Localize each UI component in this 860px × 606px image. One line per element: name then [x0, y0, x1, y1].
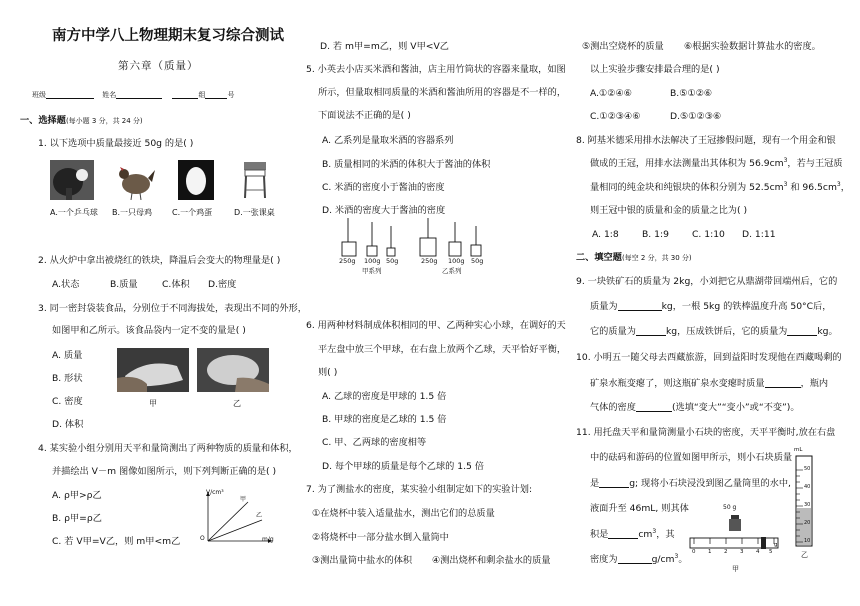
q4-option-a: A. ρ甲>ρ乙 — [52, 490, 102, 501]
q2-option-d: D.密度 — [208, 279, 237, 290]
name-label: 姓名 — [102, 91, 117, 99]
q6-option-c: C. 甲、乙两球的密度相等 — [322, 437, 427, 448]
q8-line1: 8. 阿基米德采用排水法解决了王冠掺假问题，现有一个用金和银 — [576, 135, 836, 146]
cup-b-100: 100g — [448, 257, 465, 265]
scale-3: 3 — [740, 549, 744, 555]
q10-line1: 10. 小明五一随父母去西藏旅游，回到益阳时发现他在西藏喝剩的 — [576, 352, 842, 363]
q5-option-b: B. 质量相同的米酒的体积大于酱油的体积 — [322, 159, 491, 170]
cup-b-50: 50g — [471, 257, 484, 265]
middle-column — [290, 0, 570, 606]
q7-option-c: C.①②③④⑥ — [590, 111, 641, 122]
graph-origin: O — [200, 535, 205, 542]
q6-stem-line3: 则( ) — [318, 367, 338, 378]
graph-series-a: 甲 — [240, 496, 247, 503]
q7-option-b: B.⑤①②⑥ — [670, 88, 713, 99]
q7-step-1: ①在烧杯中装入适量盐水，测出它们的总质量 — [312, 508, 495, 519]
section1-heading: 一、选择题(每小题 3 分，共 24 分) — [20, 115, 143, 126]
left-column — [0, 0, 307, 606]
q9-line2: 质量为 kg，一根 5kg 的铁棒温度升高 50°C后， — [590, 301, 832, 312]
q5-option-a: A. 乙系列是量取米酒的容器系列 — [322, 135, 454, 146]
q1-option-a: A.一个乒乓球 — [50, 208, 98, 217]
q6-stem-line1: 6. 用两种材料制成体积相同的甲、乙两种实心小球，在调好的天 — [306, 320, 566, 331]
scale-2: 2 — [724, 549, 728, 555]
cup-a-50: 50g — [386, 257, 399, 265]
page-title: 南方中学八上物理期末复习综合测试 — [52, 27, 284, 44]
cup-a-250: 250g — [339, 257, 356, 265]
q6-option-d: D. 每个甲球的质量是每个乙球的 1.5 倍 — [322, 461, 484, 472]
right-column — [570, 0, 860, 606]
q11-blank-3[interactable] — [618, 553, 652, 564]
q3-stem-line2: 如图甲和乙所示。该食品袋内一定不变的量是( ) — [52, 325, 246, 336]
q11-line3: 是 g; 现将小石块浸没到图乙量筒里的水中, — [590, 478, 791, 489]
q7-step-4: ④测出烧杯和剩余盐水的质量 — [432, 555, 551, 566]
q3-caption-a: 甲 — [149, 399, 157, 408]
graph-x-label: m/g — [262, 536, 274, 543]
q9-line3: 它的质量为 kg，压成铁饼后，它的质量为 kg。 — [590, 326, 838, 337]
weight-label: 50 g — [723, 504, 737, 511]
cyl-10: 10 — [804, 538, 811, 544]
q11-line1: 11. 用托盘天平和量筒测量小石块的密度，天平平衡时,放在右盘 — [576, 427, 836, 438]
cyl-unit: mL — [794, 447, 803, 453]
q5-stem-line2: 所示，但量取相同质量的米酒和酱油所用的容器是不一样的， — [318, 87, 567, 98]
q8-option-b: B. 1:9 — [642, 229, 669, 240]
q7-ask: 以上实验步骤安排最合理的是( ) — [590, 64, 720, 75]
chapter-subtitle: 第六章（质量） — [118, 60, 199, 72]
q1-stem: 1. 以下选项中质量最接近 50g 的是( ) — [38, 138, 194, 149]
q8-line4: 则王冠中银的质量和金的质量之比为( ) — [590, 205, 748, 216]
q11-line5: 积是 $cm^3$，其 — [590, 528, 675, 540]
graph-series-b: 乙 — [256, 512, 263, 519]
q8-option-d: D. 1:11 — [742, 229, 776, 240]
weight-icon — [727, 514, 743, 532]
q2-option-a: A.状态 — [52, 279, 80, 290]
q2-stem: 2. 从火炉中拿出被烧红的铁块，降温后会变大的物理量是( ) — [38, 255, 281, 266]
scale-1: 1 — [708, 549, 712, 555]
q7-option-d: D.⑤①②③⑥ — [670, 111, 722, 122]
food-bag-image-b — [197, 348, 269, 392]
q8-line3: 量相同的纯金块和纯银块的体积分别为 $52.5cm^3$ 和 $96.5cm^3$， — [590, 181, 850, 193]
q3-option-a: A. 质量 — [52, 350, 83, 361]
q2-option-b: B.质量 — [110, 279, 138, 290]
q3-caption-b: 乙 — [233, 399, 241, 408]
q11-line6: 密度为 $g/cm^3$。 — [590, 553, 688, 565]
q4-option-d: D. 若 m甲=m乙，则 V甲<V乙 — [320, 41, 449, 52]
egg-image — [178, 160, 214, 200]
scale-4: 4 — [756, 549, 760, 555]
desk-image — [240, 158, 270, 200]
q10-blank-2[interactable] — [636, 401, 672, 412]
series-b-caption: 乙系列 — [442, 267, 462, 275]
number-label: 号 — [227, 91, 235, 99]
q5-option-c: C. 米酒的密度小于酱油的密度 — [322, 182, 445, 193]
q9-blank-1[interactable] — [618, 300, 662, 311]
cup-a-100: 100g — [364, 257, 381, 265]
q5-option-d: D. 米酒的密度大于酱油的密度 — [322, 205, 446, 216]
hen-image — [112, 160, 156, 200]
q7-step-3: ③测出量筒中盐水的体积 — [312, 555, 413, 566]
q1-option-b: B.一只母鸡 — [112, 208, 153, 217]
group-label: 组 — [198, 91, 206, 99]
fig-yi-caption: 乙 — [801, 551, 808, 559]
q4-option-b: B. ρ甲=ρ乙 — [52, 513, 102, 524]
q3-option-b: B. 形状 — [52, 373, 83, 384]
food-bag-image-a — [117, 348, 189, 392]
q7-step-2: ②将烧杯中一部分盐水倒入量筒中 — [312, 532, 449, 543]
cyl-50: 50 — [804, 466, 811, 472]
q6-stem-line2: 平左盘中放三个甲球，在右盘上放两个乙球，天平恰好平衡， — [318, 344, 567, 355]
pingpong-image — [50, 160, 94, 200]
q11-blank-2[interactable] — [608, 528, 638, 539]
section2-heading: 二、填空题(每空 2 分，共 30 分) — [576, 252, 692, 263]
student-info-line — [32, 88, 234, 101]
q4-stem-line2: 并描绘出 V－m 图像如图所示，则下列判断正确的是( ) — [52, 466, 277, 477]
series-a-caption: 甲系列 — [362, 267, 382, 275]
scale-unit: g — [774, 542, 778, 548]
q7-step-6: ⑥根据实验数据计算盐水的密度。 — [684, 41, 821, 52]
q11-blank-1[interactable] — [599, 477, 629, 488]
q1-option-d: D.一张课桌 — [234, 208, 275, 217]
scale-5: 5 — [769, 549, 773, 555]
q8-option-c: C. 1:10 — [692, 229, 725, 240]
graph-y-label: V/cm³ — [206, 489, 224, 496]
q6-option-a: A. 乙球的密度是甲球的 1.5 倍 — [322, 391, 447, 402]
q3-stem-line1: 3. 同一密封袋装食品，分别位于不同海拔处，表现出不同的外形， — [38, 303, 307, 314]
q4-stem-line1: 4. 某实验小组分别用天平和量筒测出了两种物质的质量和体积， — [38, 443, 298, 454]
q7-stem: 7. 为了测盐水的密度，某实验小组制定如下的实验计划: — [306, 484, 533, 495]
q5-stem-line3: 下面说法不正确的是( ) — [318, 110, 411, 121]
q6-option-b: B. 甲球的密度是乙球的 1.5 倍 — [322, 414, 447, 425]
q7-step-5: ⑤测出空烧杯的质量 — [582, 41, 664, 52]
cyl-40: 40 — [804, 484, 811, 490]
fig-jia-caption: 甲 — [732, 565, 739, 573]
scale-0: 0 — [692, 549, 696, 555]
q3-option-d: D. 体积 — [52, 419, 84, 430]
q7-option-a: A.①②④⑥ — [590, 88, 632, 99]
q9-blank-2[interactable] — [636, 325, 666, 336]
q9-line1: 9. 一块铁矿石的质量为 2kg，小刘把它从鼎湖带回端州后，它的 — [576, 276, 838, 287]
q8-line2: 做成的王冠，用排水法测量出其体积为 $56.9cm^3$，若与王冠质 — [590, 157, 843, 169]
cup-b-250: 250g — [421, 257, 438, 265]
q2-option-c: C.体积 — [162, 279, 190, 290]
q8-option-a: A. 1:8 — [592, 229, 619, 240]
q11-line2: 中的砝码和游码的位置如图甲所示，则小石块质量 — [590, 452, 793, 463]
q4-option-c: C. 若 V甲=V乙，则 m甲<m乙 — [52, 536, 181, 547]
class-label: 班级 — [32, 91, 46, 99]
cyl-20: 20 — [804, 520, 811, 526]
rider-scale — [688, 536, 780, 554]
q10-line2: 矿泉水瓶变瘪了，则这瓶矿泉水变瘪时质量 ，瓶内 — [590, 378, 829, 389]
q3-option-c: C. 密度 — [52, 396, 83, 407]
q10-line3: 气体的密度 (选填“变大”“变小”或“不变”)。 — [590, 402, 800, 413]
q11-line4: 液面升至 46mL, 则其体 — [590, 503, 689, 514]
q9-blank-3[interactable] — [787, 325, 817, 336]
q1-option-c: C.一个鸡蛋 — [172, 208, 213, 217]
cyl-30: 30 — [804, 502, 811, 508]
q5-stem-line1: 5. 小英去小店买米酒和酱油，店主用竹筒状的容器来量取，如图 — [306, 64, 566, 75]
q10-blank-1[interactable] — [765, 377, 801, 388]
